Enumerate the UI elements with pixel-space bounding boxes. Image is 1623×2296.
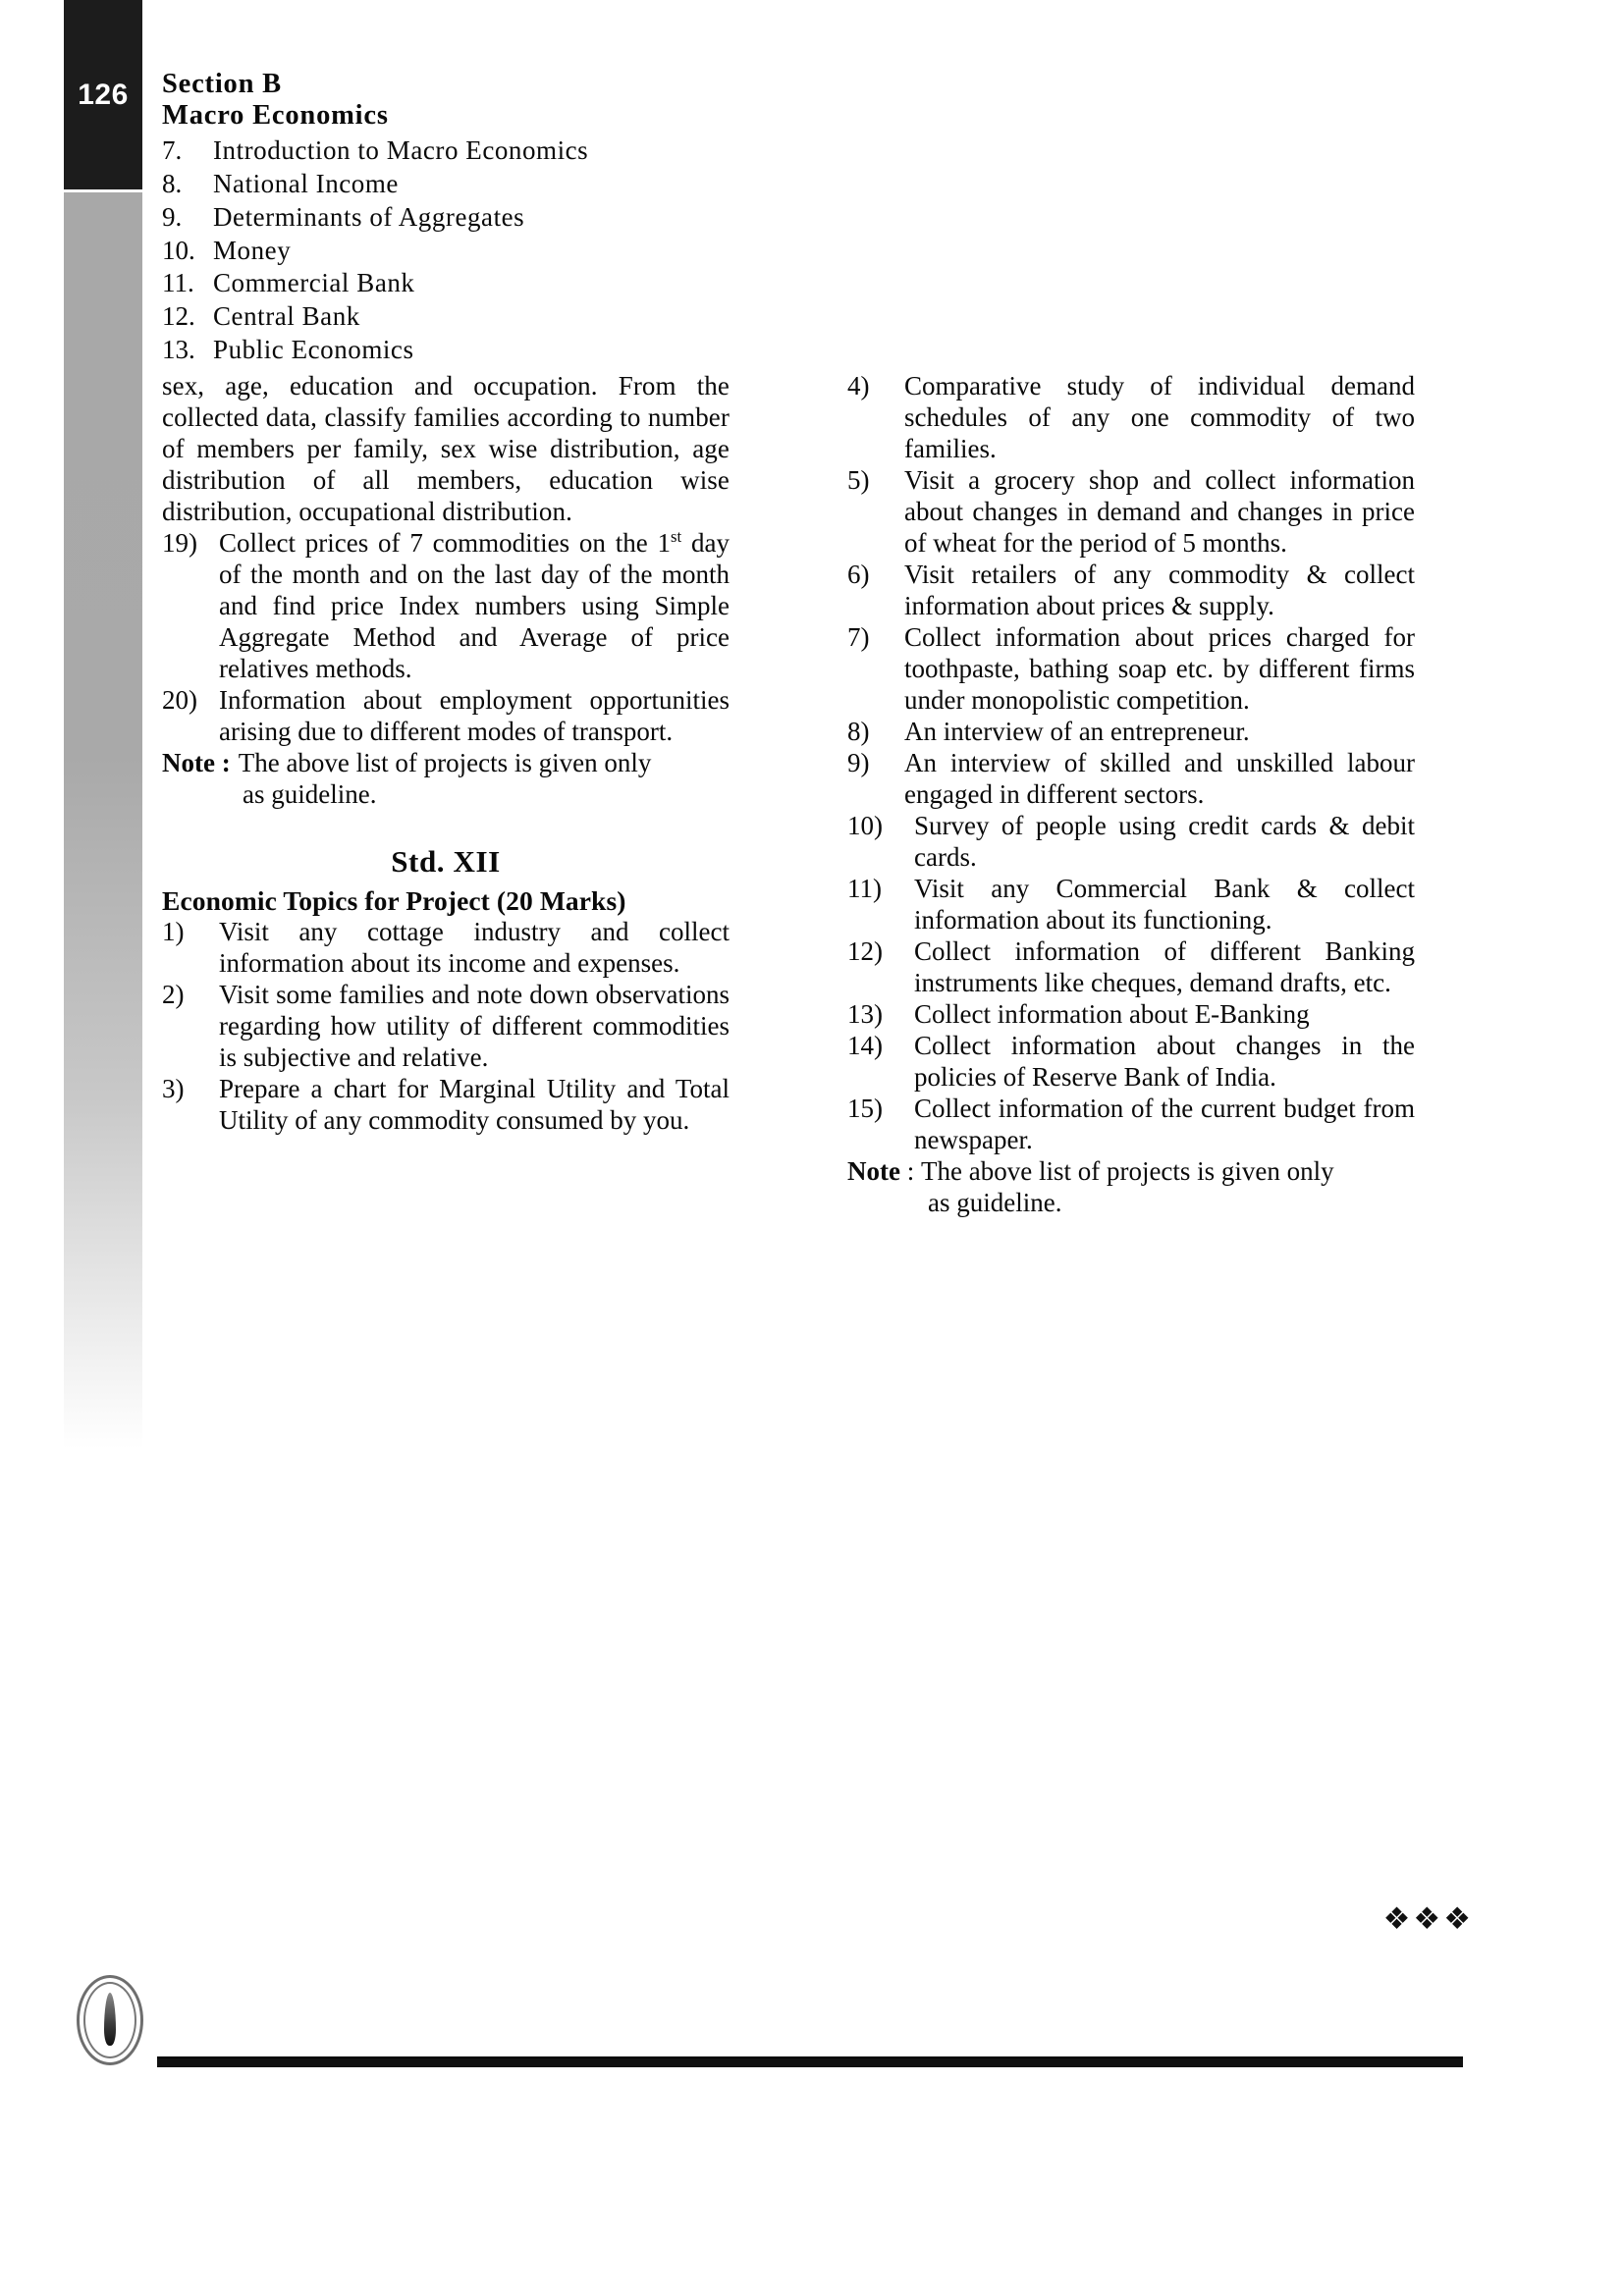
list-item-number: 2) bbox=[162, 980, 185, 1010]
list-item-number: 6) bbox=[847, 560, 870, 590]
two-column-body bbox=[162, 371, 1478, 1219]
list-item bbox=[847, 999, 1415, 1031]
chapter-title: Commercial Bank bbox=[213, 268, 415, 298]
chapter-title: Central Bank bbox=[213, 301, 360, 331]
list-item-number: 15) bbox=[847, 1094, 883, 1124]
chapter-item bbox=[162, 335, 1478, 366]
list-item bbox=[847, 748, 1415, 811]
list-item-text: Collect information about prices charged for toothpaste, bathing soap etc. by different firms under monopolistic competition. bbox=[904, 622, 1415, 716]
list-item-text: Collect information about E-Banking bbox=[914, 999, 1310, 1030]
note-second-line: as guideline. bbox=[928, 1188, 1062, 1218]
section-label: Section B bbox=[162, 69, 282, 99]
ordinal-suffix: st bbox=[671, 527, 682, 547]
list-item-text: Visit some families and note down observations regarding how utility of different commodities is subjective and relative. bbox=[219, 980, 730, 1073]
right-column bbox=[847, 371, 1415, 1219]
list-item bbox=[847, 1031, 1415, 1094]
list-item-text: An interview of skilled and unskilled labour engaged in different sectors. bbox=[904, 748, 1415, 810]
chapter-title: Money bbox=[213, 235, 292, 265]
list-item bbox=[162, 528, 730, 685]
list-item bbox=[847, 936, 1415, 999]
continued-paragraph: sex, age, education and occupation. From the collected data, classify families according to number of members per family, sex wise distribution, age distribution of all members, education wise distribution, occupational distribution. bbox=[162, 371, 730, 527]
left-column bbox=[162, 371, 730, 1219]
list-item bbox=[847, 560, 1415, 622]
list-item-text bbox=[219, 528, 730, 685]
note-text: The above list of projects is given only bbox=[238, 748, 652, 778]
chapter-list bbox=[162, 135, 1478, 365]
ornament-marks: ❖❖❖ bbox=[1382, 1901, 1474, 1936]
emblem-icon bbox=[77, 1975, 143, 2065]
footer-rule bbox=[157, 2056, 1463, 2067]
list-item bbox=[847, 1094, 1415, 1156]
list-item-text: Information about employment opportunities arising due to different modes of transport. bbox=[219, 685, 730, 747]
chapter-number: 8. bbox=[162, 169, 183, 199]
list-item bbox=[162, 917, 730, 980]
list-item-number: 3) bbox=[162, 1074, 185, 1104]
list-item-number: 12) bbox=[847, 936, 883, 967]
chapter-number: 12. bbox=[162, 301, 195, 331]
note-label: Note : bbox=[162, 748, 231, 778]
list-item bbox=[847, 811, 1415, 874]
chapter-title: Introduction to Macro Economics bbox=[213, 135, 589, 166]
list-item-text: Visit any Commercial Bank & collect information about its functioning. bbox=[914, 874, 1415, 935]
list-item bbox=[847, 465, 1415, 560]
list-item-text: Collect information of the current budget from newspaper. bbox=[914, 1094, 1415, 1155]
item19-part1: Collect prices of 7 commodities on the 1 bbox=[219, 528, 672, 559]
note-separator: : bbox=[899, 1156, 921, 1187]
list-item-number: 4) bbox=[847, 371, 870, 401]
chapter-number: 13. bbox=[162, 334, 195, 364]
list-item-number: 8) bbox=[847, 717, 870, 747]
note-label: Note bbox=[847, 1156, 900, 1187]
list-item-number: 19) bbox=[162, 528, 197, 559]
chapter-title: Public Economics bbox=[213, 334, 414, 364]
chapter-item bbox=[162, 268, 1478, 299]
list-item bbox=[847, 874, 1415, 936]
list-item-number: 5) bbox=[847, 465, 870, 496]
list-item bbox=[847, 717, 1415, 748]
note-block bbox=[847, 1156, 1415, 1188]
chapter-item bbox=[162, 236, 1478, 267]
list-item-text: Collect information of different Banking instruments like cheques, demand drafts, etc. bbox=[914, 936, 1415, 998]
list-item-text: Prepare a chart for Marginal Utility and Total Utility of any commodity consumed by you. bbox=[219, 1074, 730, 1136]
list-item-number: 10) bbox=[847, 811, 883, 841]
margin-gradient-bar bbox=[64, 192, 142, 1449]
chapter-title: Determinants of Aggregates bbox=[213, 201, 525, 232]
list-item-number: 13) bbox=[847, 999, 883, 1030]
list-item-text: Survey of people using credit cards & debit cards. bbox=[914, 811, 1415, 873]
list-item-text: An interview of an entrepreneur. bbox=[904, 717, 1250, 747]
list-item-text: Visit retailers of any commodity & collect information about prices & supply. bbox=[904, 560, 1415, 621]
std-heading: Std. XII bbox=[391, 844, 501, 880]
list-item-number: 9) bbox=[847, 748, 870, 778]
chapter-number: 11. bbox=[162, 268, 194, 298]
list-item bbox=[162, 1074, 730, 1137]
list-item-text: Visit any cottage industry and collect information about its income and expenses. bbox=[219, 917, 730, 979]
list-item bbox=[847, 371, 1415, 465]
note-block bbox=[162, 748, 730, 779]
page-number-tab: 126 bbox=[64, 0, 142, 189]
item19-part2: day of the month and on the last day of the month and find price Index numbers using Simple Aggregate Method and Average of price relatives methods. bbox=[219, 528, 730, 684]
list-item-text: Visit a grocery shop and collect information about changes in demand and changes in price of wheat for the period of 5 months. bbox=[904, 465, 1415, 559]
list-item-text: Collect information about changes in the policies of Reserve Bank of India. bbox=[914, 1031, 1415, 1093]
chapter-item bbox=[162, 202, 1478, 234]
list-item bbox=[162, 685, 730, 748]
topics-heading: Economic Topics for Project (20 Marks) bbox=[162, 885, 626, 917]
list-item-number: 11) bbox=[847, 874, 882, 904]
note-second-line: as guideline. bbox=[243, 779, 377, 810]
page-content bbox=[162, 69, 1478, 1219]
chapter-number: 9. bbox=[162, 201, 183, 232]
list-item-text: Comparative study of individual demand schedules of any one commodity of two families. bbox=[904, 371, 1415, 464]
chapter-item bbox=[162, 169, 1478, 200]
list-item bbox=[847, 622, 1415, 717]
list-item bbox=[162, 980, 730, 1074]
chapter-item bbox=[162, 135, 1478, 167]
chapter-number: 7. bbox=[162, 135, 183, 166]
chapter-item bbox=[162, 301, 1478, 333]
list-item-number: 7) bbox=[847, 622, 870, 653]
chapter-number: 10. bbox=[162, 235, 195, 265]
chapter-title: National Income bbox=[213, 169, 399, 199]
list-item-number: 14) bbox=[847, 1031, 883, 1061]
section-title: Macro Economics bbox=[162, 100, 389, 132]
note-text: The above list of projects is given only bbox=[921, 1156, 1334, 1187]
list-item-number: 20) bbox=[162, 685, 197, 716]
list-item-number: 1) bbox=[162, 917, 185, 947]
